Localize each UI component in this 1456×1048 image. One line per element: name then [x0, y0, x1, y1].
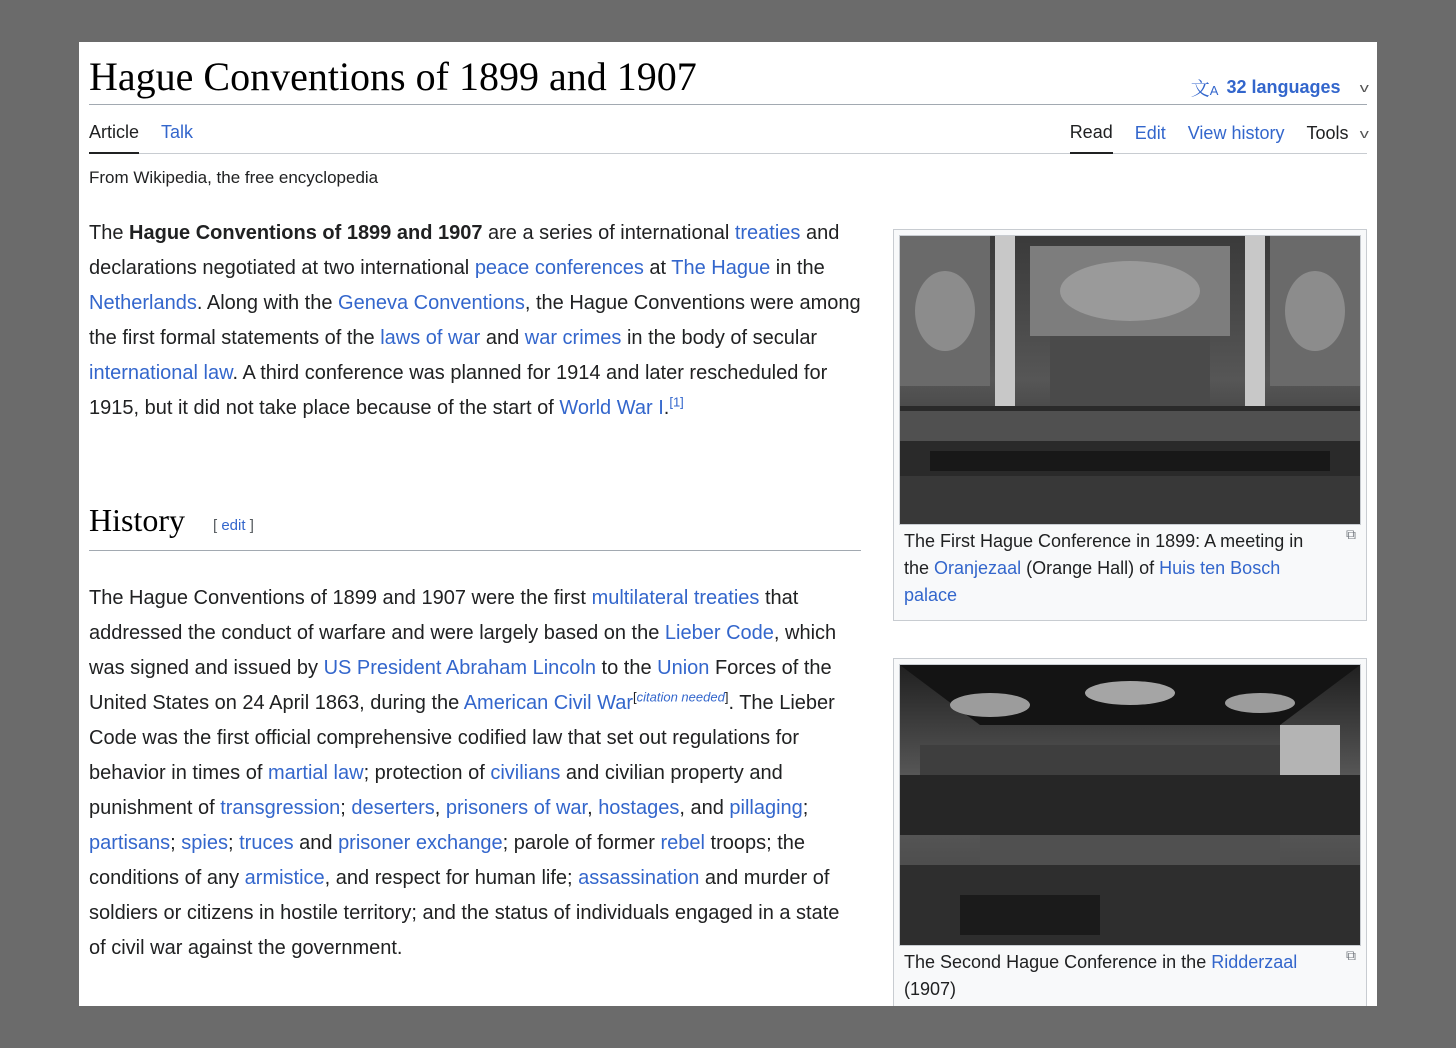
edit-section-link[interactable]: edit	[221, 517, 246, 534]
link-civilians[interactable]: civilians	[490, 762, 561, 784]
text: ;	[340, 797, 352, 819]
photo-second-hague-conference[interactable]	[899, 664, 1361, 946]
text: in the body of secular	[621, 327, 818, 349]
link-laws-of-war[interactable]: laws of war	[380, 327, 481, 349]
link-netherlands[interactable]: Netherlands	[89, 292, 197, 314]
chevron-down-icon: v	[1359, 126, 1369, 141]
bracket: ]	[245, 517, 254, 534]
text: , and	[679, 797, 730, 819]
link-martial-law[interactable]: martial law	[267, 762, 364, 784]
enlarge-icon[interactable]: ⧉	[1346, 947, 1356, 963]
languages-button[interactable]	[1191, 74, 1367, 101]
text: and civilian property and punishment of	[89, 762, 783, 819]
figure-first-conference	[893, 229, 1367, 621]
tab-view-history[interactable]: View history	[1187, 123, 1285, 143]
link-prisoners-of-war[interactable]: prisoners of war	[445, 797, 588, 819]
text: ;	[170, 832, 182, 854]
bold-term: Hague Conventions of 1899 and 1907	[129, 222, 483, 244]
link-multilateral-treaties[interactable]: multilateral treaties	[591, 587, 760, 609]
text: to the	[595, 657, 658, 679]
link-prisoner-exchange[interactable]: prisoner exchange	[338, 832, 503, 854]
link-american-civil-war[interactable]: American Civil War	[463, 692, 633, 714]
text: in the	[770, 257, 825, 279]
figure-second-conference	[893, 658, 1367, 1006]
text: ; protection of	[363, 762, 491, 784]
link-peace-conferences[interactable]: peace conferences	[474, 257, 644, 279]
link-huis-ten-bosch[interactable]: Huis ten Bosch palace	[904, 558, 1281, 605]
text: are a series of international	[482, 222, 735, 244]
text: . The Lieber Code was the first official comprehensive codified law that set out regulations for behavior in times of	[89, 692, 835, 784]
enlarge-icon[interactable]: ⧉	[1346, 526, 1356, 542]
translate-icon: 文A	[1190, 79, 1219, 100]
citation-needed-link[interactable]: citation needed	[636, 689, 725, 705]
tools-dropdown[interactable]	[1306, 123, 1367, 153]
link-transgression[interactable]: transgression	[220, 797, 341, 819]
link-partisans[interactable]: partisans	[89, 832, 171, 854]
text: .	[663, 397, 670, 419]
link-pillaging[interactable]: pillaging	[729, 797, 803, 819]
text: ,	[434, 797, 446, 819]
link-war-crimes[interactable]: war crimes	[524, 327, 622, 349]
intro-paragraph	[89, 216, 861, 426]
title-bar	[89, 54, 1367, 105]
text: Forces of the United States on 24 April 1863, during the	[89, 657, 832, 714]
text: ;	[802, 797, 809, 819]
page-title: Hague Conventions of 1899 and 1907	[89, 54, 697, 99]
text: that addressed the conduct of warfare and were largely based on the	[89, 587, 799, 644]
tab-talk[interactable]: Talk	[161, 122, 194, 142]
text: at	[643, 257, 672, 279]
text: The First Hague Conference in 1899: A meeting in the	[904, 531, 1304, 578]
section-edit	[213, 517, 254, 534]
text: (Orange Hall) of	[1021, 558, 1160, 578]
article-page	[79, 42, 1377, 1006]
text: . A third conference was planned for 1914 and later rescheduled for 1915, but it did not take place because of the start of	[89, 362, 828, 419]
figure-caption	[904, 949, 1324, 1003]
text: The	[89, 222, 130, 244]
link-deserters[interactable]: deserters	[351, 797, 435, 819]
figure-caption	[904, 528, 1324, 609]
photo-first-hague-conference[interactable]	[899, 235, 1361, 525]
link-hostages[interactable]: hostages	[598, 797, 680, 819]
text: ;	[227, 832, 240, 854]
tab-edit[interactable]: Edit	[1134, 123, 1166, 143]
text: The Second Hague Conference in the	[904, 952, 1212, 972]
link-international-law[interactable]: international law	[89, 362, 233, 384]
link-spies[interactable]: spies	[181, 832, 228, 854]
bracket: ]	[724, 689, 729, 705]
link-truces[interactable]: truces	[239, 832, 294, 854]
languages-label: 32 languages	[1226, 77, 1341, 97]
link-lincoln[interactable]: US President Abraham Lincoln	[323, 657, 596, 679]
page-tabs	[89, 112, 1367, 154]
reference-link[interactable]: [1]	[669, 394, 684, 410]
text: troops; the conditions of any	[89, 832, 806, 889]
text: and	[293, 832, 339, 854]
link-geneva-conventions[interactable]: Geneva Conventions	[338, 292, 525, 314]
link-union[interactable]: Union	[657, 657, 710, 679]
link-world-war-i[interactable]: World War I	[559, 397, 664, 419]
tab-read[interactable]: Read	[1070, 122, 1113, 154]
tab-article[interactable]: Article	[89, 122, 139, 154]
text: and declarations negotiated at two international	[89, 222, 840, 279]
text: , and respect for human life;	[324, 867, 579, 889]
link-ridderzaal[interactable]: Ridderzaal	[1211, 952, 1298, 972]
text: , which was signed and issued by	[89, 622, 837, 679]
link-lieber-code[interactable]: Lieber Code	[664, 622, 774, 644]
chevron-down-icon: v	[1359, 80, 1369, 95]
text: . Along with the	[196, 292, 339, 314]
link-the-hague[interactable]: The Hague	[671, 257, 771, 279]
text: ; parole of former	[502, 832, 661, 854]
section-title: History	[89, 502, 185, 538]
link-oranjezaal[interactable]: Oranjezaal	[934, 558, 1022, 578]
link-treaties[interactable]: treaties	[734, 222, 801, 244]
link-armistice[interactable]: armistice	[244, 867, 325, 889]
text: The Hague Conventions of 1899 and 1907 were the first	[89, 587, 592, 609]
text: and murder of soldiers or citizens in hostile territory; and the status of individuals engaged in a state of civil war against the government.	[89, 867, 840, 959]
bracket: [	[633, 689, 637, 705]
bracket: [	[213, 517, 222, 534]
text: and	[480, 327, 525, 349]
text: ,	[587, 797, 599, 819]
section-heading-history	[89, 500, 861, 551]
link-assassination[interactable]: assassination	[578, 867, 700, 889]
link-rebel[interactable]: rebel	[660, 832, 705, 854]
text: (1907)	[904, 979, 957, 999]
history-paragraph	[89, 561, 861, 986]
text: , the Hague Conventions were among the first formal statements of the	[89, 292, 861, 349]
site-tagline: From Wikipedia, the free encyclopedia	[89, 168, 379, 187]
tools-label: Tools	[1306, 123, 1349, 143]
